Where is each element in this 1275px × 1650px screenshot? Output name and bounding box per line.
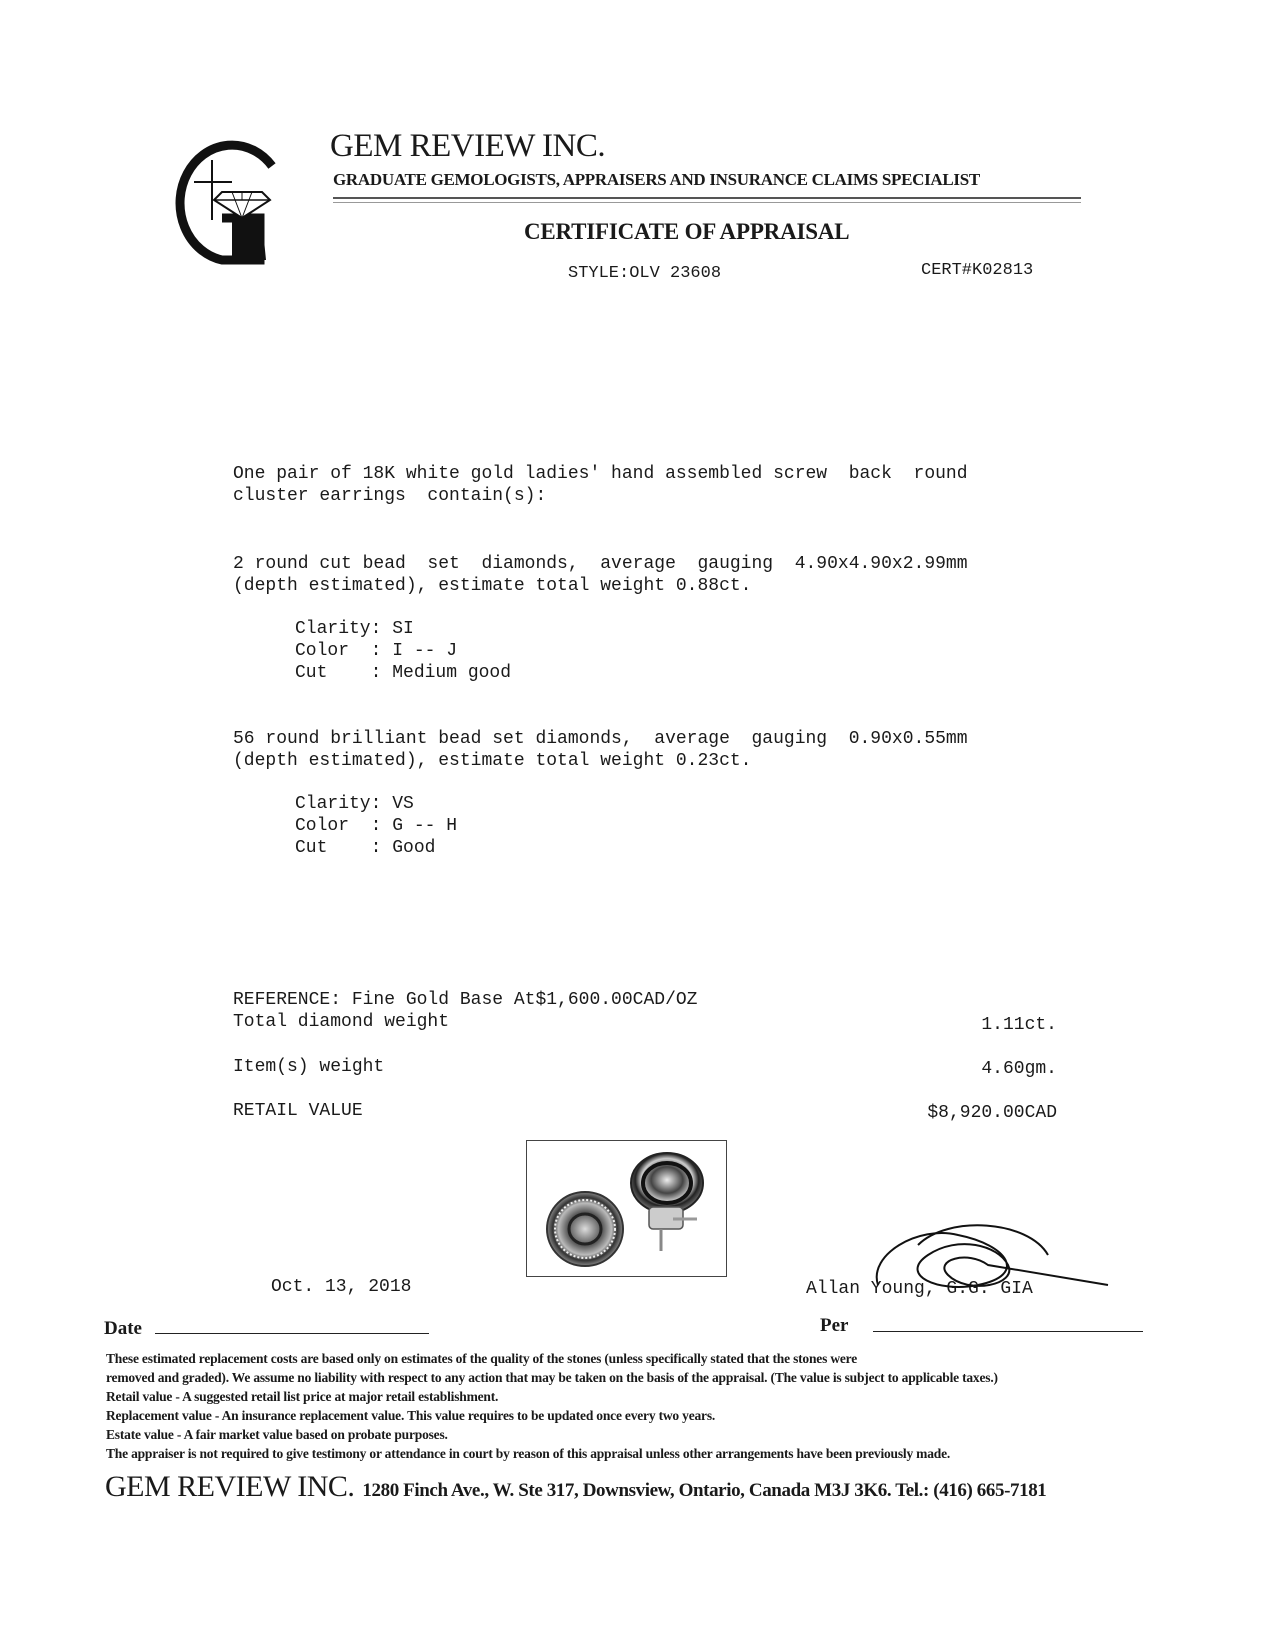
- total-diamond-weight-label: Total diamond weight: [233, 1012, 450, 1032]
- footer: [105, 1470, 1046, 1504]
- per-signature-line: [873, 1331, 1143, 1332]
- item-weight-label: Item(s) weight: [233, 1057, 385, 1077]
- item-description: One pair of 18K white gold ladies' hand assembled screw back round cluster earrings contain(s):: [233, 464, 968, 506]
- appraiser-name: Allan Young, G.G. GIA: [806, 1279, 1033, 1299]
- disclaimer-line: These estimated replacement costs are based only on estimates of the quality of the stones (unless specifically stated that the stones were: [106, 1351, 857, 1366]
- gem-review-logo-icon: [162, 128, 282, 268]
- total-diamond-weight-value: 1.11ct.: [981, 1015, 1057, 1035]
- style-number: STYLE:OLV 23608: [568, 264, 722, 283]
- footer-address: 1280 Finch Ave., W. Ste 317, Downsview, Ontario, Canada M3J 3K6. Tel.: (416) 665-7181: [362, 1480, 1047, 1501]
- certificate-title: CERTIFICATE OF APPRAISAL: [524, 219, 850, 244]
- signature-icon: [858, 1215, 1118, 1305]
- cert-number: CERT#K02813: [921, 261, 1034, 280]
- earrings-photo-icon: [527, 1141, 726, 1276]
- stone-group-specs: Clarity: VS Color : G -- H Cut : Good: [295, 794, 458, 858]
- earrings-photo: [526, 1140, 727, 1277]
- header-rule: [333, 197, 1081, 199]
- date-label: Date: [104, 1318, 142, 1339]
- disclaimer-line: Replacement value - An insurance replacement value. This value requires to be updated once every two years.: [106, 1408, 716, 1423]
- company-tagline: GRADUATE GEMOLOGISTS, APPRAISERS AND INSURANCE CLAIMS SPECIALIST: [333, 170, 980, 189]
- per-label: Per: [820, 1315, 849, 1336]
- stone-group-description: 56 round brilliant bead set diamonds, average gauging 0.90x0.55mm (depth estimated), estimate total weight 0.23ct.: [233, 729, 968, 771]
- disclaimer-line: The appraiser is not required to give testimony or attendance in court by reason of this appraisal unless other arrangements have been previously made.: [106, 1446, 951, 1461]
- appraisal-date: Oct. 13, 2018: [271, 1277, 412, 1297]
- item-weight-value: 4.60gm.: [981, 1059, 1057, 1079]
- date-signature-line: [155, 1333, 429, 1334]
- header-rule-thin: [333, 202, 1081, 203]
- disclaimer-line: removed and graded). We assume no liability with respect to any action that may be taken on the basis of the appraisal. (The value is subject to applicable taxes.): [106, 1370, 998, 1385]
- disclaimer-line: Retail value - A suggested retail list price at major retail establishment.: [106, 1389, 499, 1404]
- gold-reference: REFERENCE: Fine Gold Base At$1,600.00CAD/OZ: [233, 990, 698, 1010]
- stone-group-description: 2 round cut bead set diamonds, average gauging 4.90x4.90x2.99mm (depth estimated), estimate total weight 0.88ct.: [233, 554, 968, 596]
- retail-value-amount: $8,920.00CAD: [927, 1103, 1057, 1123]
- footer-company-name: GEM REVIEW INC.: [105, 1470, 355, 1503]
- company-name: GEM REVIEW INC.: [330, 128, 606, 164]
- retail-value-label: RETAIL VALUE: [233, 1101, 363, 1121]
- disclaimer-line: Estate value - A fair market value based on probate purposes.: [106, 1427, 448, 1442]
- stone-group-specs: Clarity: SI Color : I -- J Cut : Medium good: [295, 619, 512, 683]
